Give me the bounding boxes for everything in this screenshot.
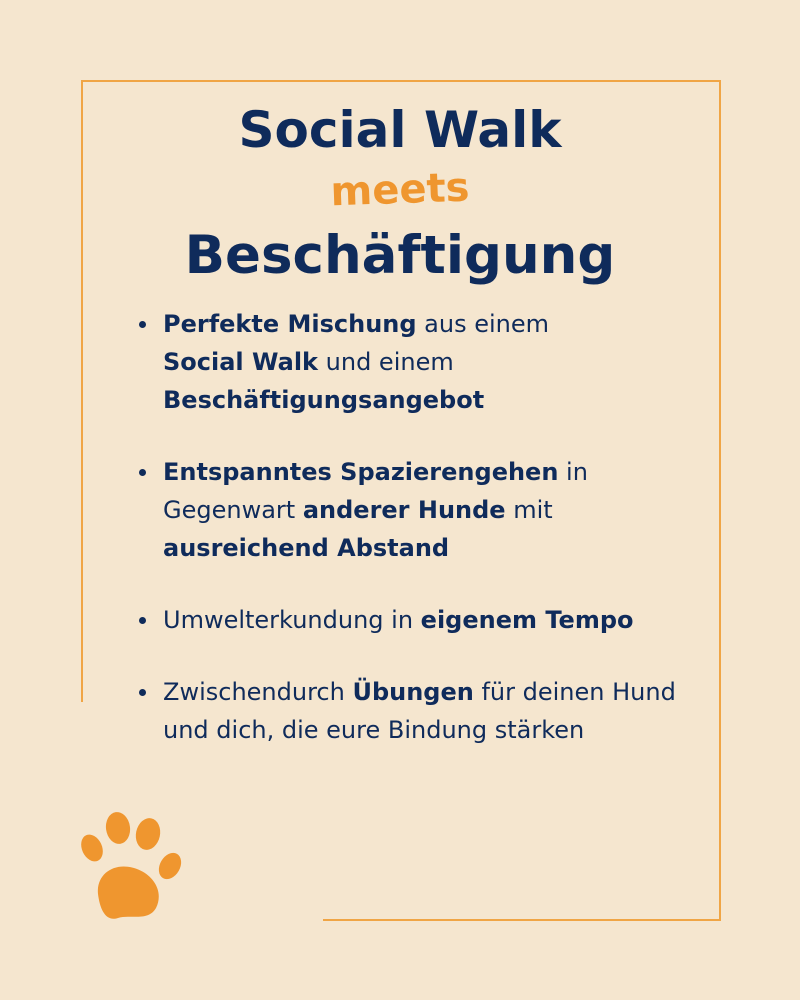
bullet-text: in Gegenwart: [163, 458, 588, 524]
bullet-text: Umwelterkundung in: [163, 606, 421, 634]
bullet-strong-text: Perfekte Mischung: [163, 310, 417, 338]
bullet-text: für deinen Hund und dich, die eure Bindung stärken: [163, 678, 676, 744]
bullet-strong-text: Übungen: [352, 678, 474, 706]
bullet-text: mit: [505, 496, 553, 524]
paw-print-icon: [76, 810, 188, 928]
bullet-strong-text: anderer Hunde: [302, 496, 506, 524]
bullet-strong-text: Beschäftigungsangebot: [163, 386, 485, 414]
bullet-strong-text: eigenem Tempo: [420, 606, 634, 634]
title-meets: meets: [329, 164, 471, 216]
title-beschaeftigung: Beschäftigung: [184, 225, 616, 286]
frame-top-border: [81, 80, 721, 82]
list-item: [138, 601, 698, 639]
bullet-strong-text: ausreichend Abstand: [163, 534, 450, 562]
list-item: [138, 673, 698, 749]
list-item: [138, 453, 698, 567]
bullet-text: Zwischendurch: [163, 678, 353, 706]
frame-bottom-border: [323, 919, 721, 921]
bullet-strong-text: Entspanntes Spazierengehen: [163, 458, 559, 486]
bullet-text: und einem: [318, 348, 454, 376]
list-item: [138, 305, 698, 419]
bullet-strong-text: Social Walk: [163, 348, 319, 376]
title-social-walk: Social Walk: [238, 101, 562, 159]
bullet-text: aus einem: [416, 310, 550, 338]
feature-list: [138, 305, 698, 749]
